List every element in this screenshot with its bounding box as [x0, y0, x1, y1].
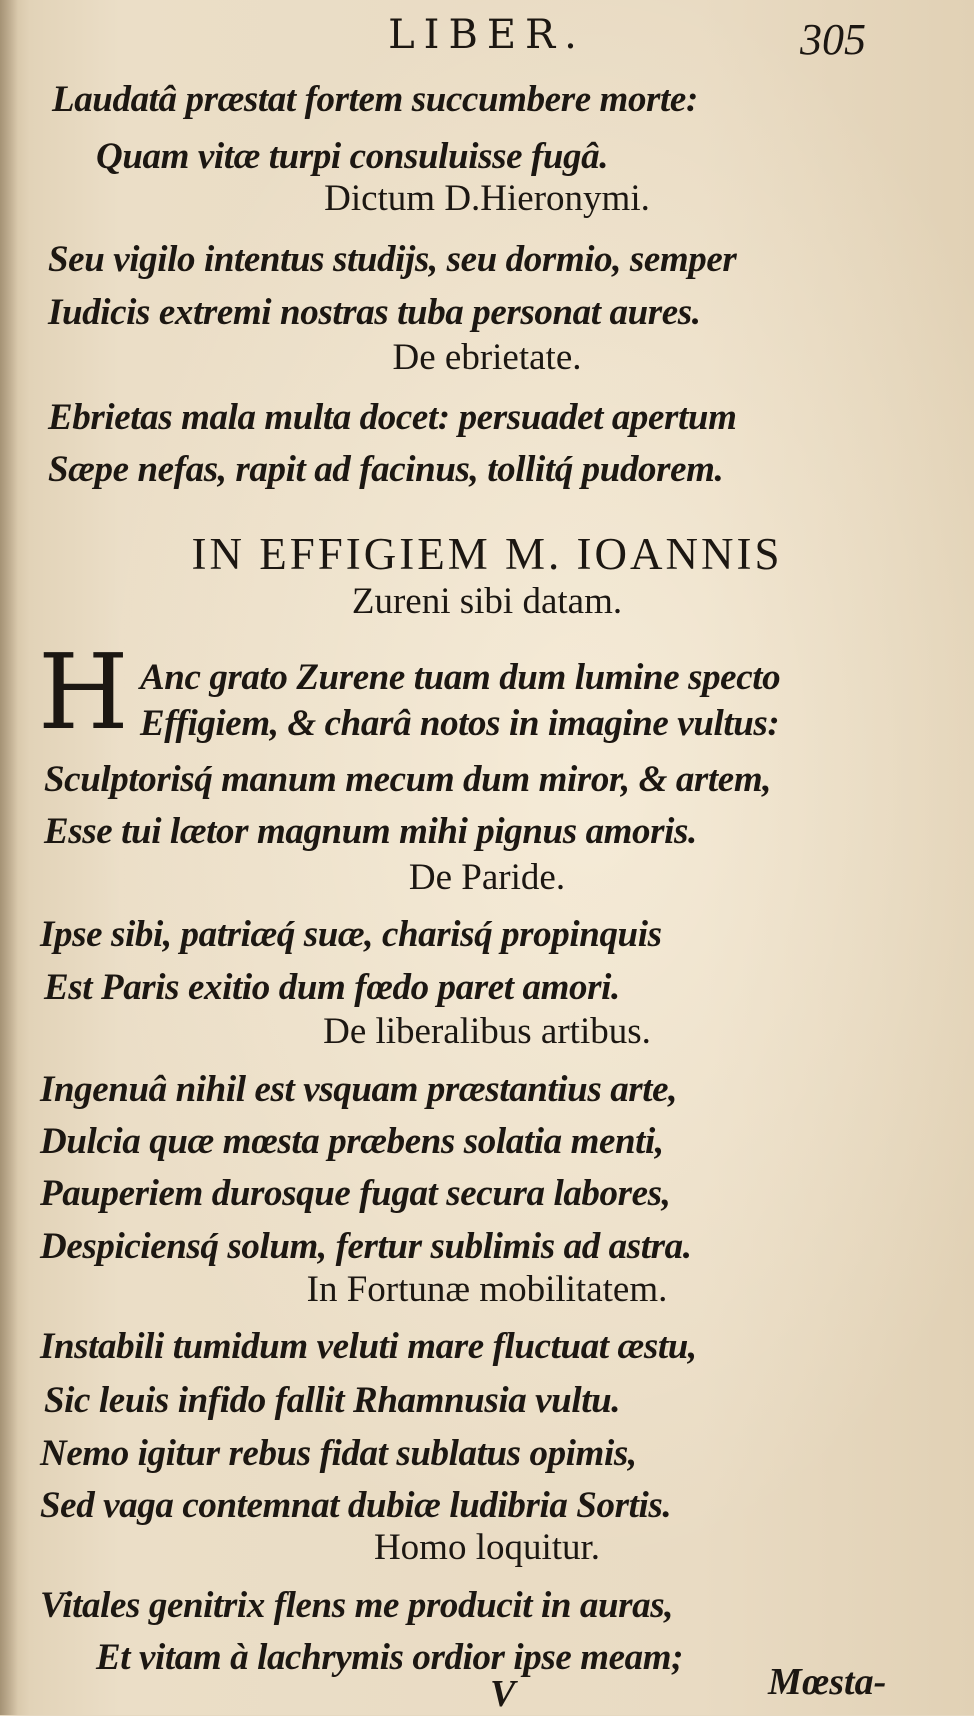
- page-number: 305: [800, 15, 866, 64]
- verse-line: Quam vitæ turpi consuluisse fugâ.: [96, 136, 609, 177]
- title-subheading: Zureni sibi datam.: [351, 581, 623, 622]
- verse-line: Sic leuis infido fallit Rhamnusia vultu.: [44, 1380, 621, 1421]
- running-head: LIBER.: [388, 12, 586, 58]
- verse-line: Sed vaga contemnat dubiæ ludibria Sortis.: [40, 1485, 672, 1526]
- section-heading: De liberalibus artibus.: [323, 1011, 651, 1052]
- drop-cap: H: [38, 631, 129, 753]
- section-heading: De Paride.: [408, 857, 566, 898]
- verse-line: Effigiem, & charâ notos in imagine vultus:: [140, 703, 780, 744]
- title-heading: IN EFFIGIEM M. IOANNIS: [191, 529, 783, 579]
- verse-line: Iudicis extremi nostras tuba personat aures.: [48, 292, 701, 333]
- verse-line: Dulcia quæ mœsta præbens solatia menti,: [40, 1121, 664, 1162]
- verse-line: Est Paris exitio dum fœdo paret amori.: [44, 967, 620, 1008]
- section-heading: In Fortunæ mobilitatem.: [306, 1269, 668, 1310]
- verse-line: Seu vigilo intentus studijs, seu dormio, semper: [48, 239, 737, 280]
- verse-line: Nemo igitur rebus fidat sublatus opimis,: [40, 1433, 637, 1474]
- catchword: Mœsta-: [768, 1661, 887, 1703]
- verse-line: Instabili tumidum veluti mare fluctuat æstu,: [40, 1326, 697, 1367]
- verse-line: Sæpe nefas, rapit ad facinus, tollitq́ pudorem.: [48, 449, 724, 490]
- section-heading: Homo loquitur.: [373, 1527, 601, 1568]
- verse-line: Ingenuâ nihil est vsquam præstantius arte,: [40, 1069, 678, 1110]
- section-heading: De ebrietate.: [392, 337, 582, 378]
- verse-line: Ipse sibi, patriæq́ suæ, charisq́ propinquis: [40, 914, 662, 955]
- verse-line: Vitales genitrix flens me producit in auras,: [40, 1585, 674, 1626]
- verse-line: Esse tui lætor magnum mihi pignus amoris.: [44, 811, 697, 852]
- section-heading: Dictum D.Hieronymi.: [324, 178, 650, 219]
- verse-line: Laudatâ præstat fortem succumbere morte:: [52, 79, 698, 120]
- signature-mark: V: [490, 1673, 516, 1715]
- verse-line: Pauperiem durosque fugat secura labores,: [40, 1173, 671, 1214]
- verse-line: Sculptorisq́ manum mecum dum miror, & artem,: [44, 759, 772, 800]
- verse-line: Ebrietas mala multa docet: persuadet apertum: [48, 397, 737, 438]
- verse-line: Et vitam à lachrymis ordior ipse meam;: [96, 1637, 684, 1678]
- verse-line: Anc grato Zurene tuam dum lumine specto: [140, 657, 781, 698]
- verse-line: Despiciensq́ solum, fertur sublimis ad astra.: [40, 1226, 692, 1267]
